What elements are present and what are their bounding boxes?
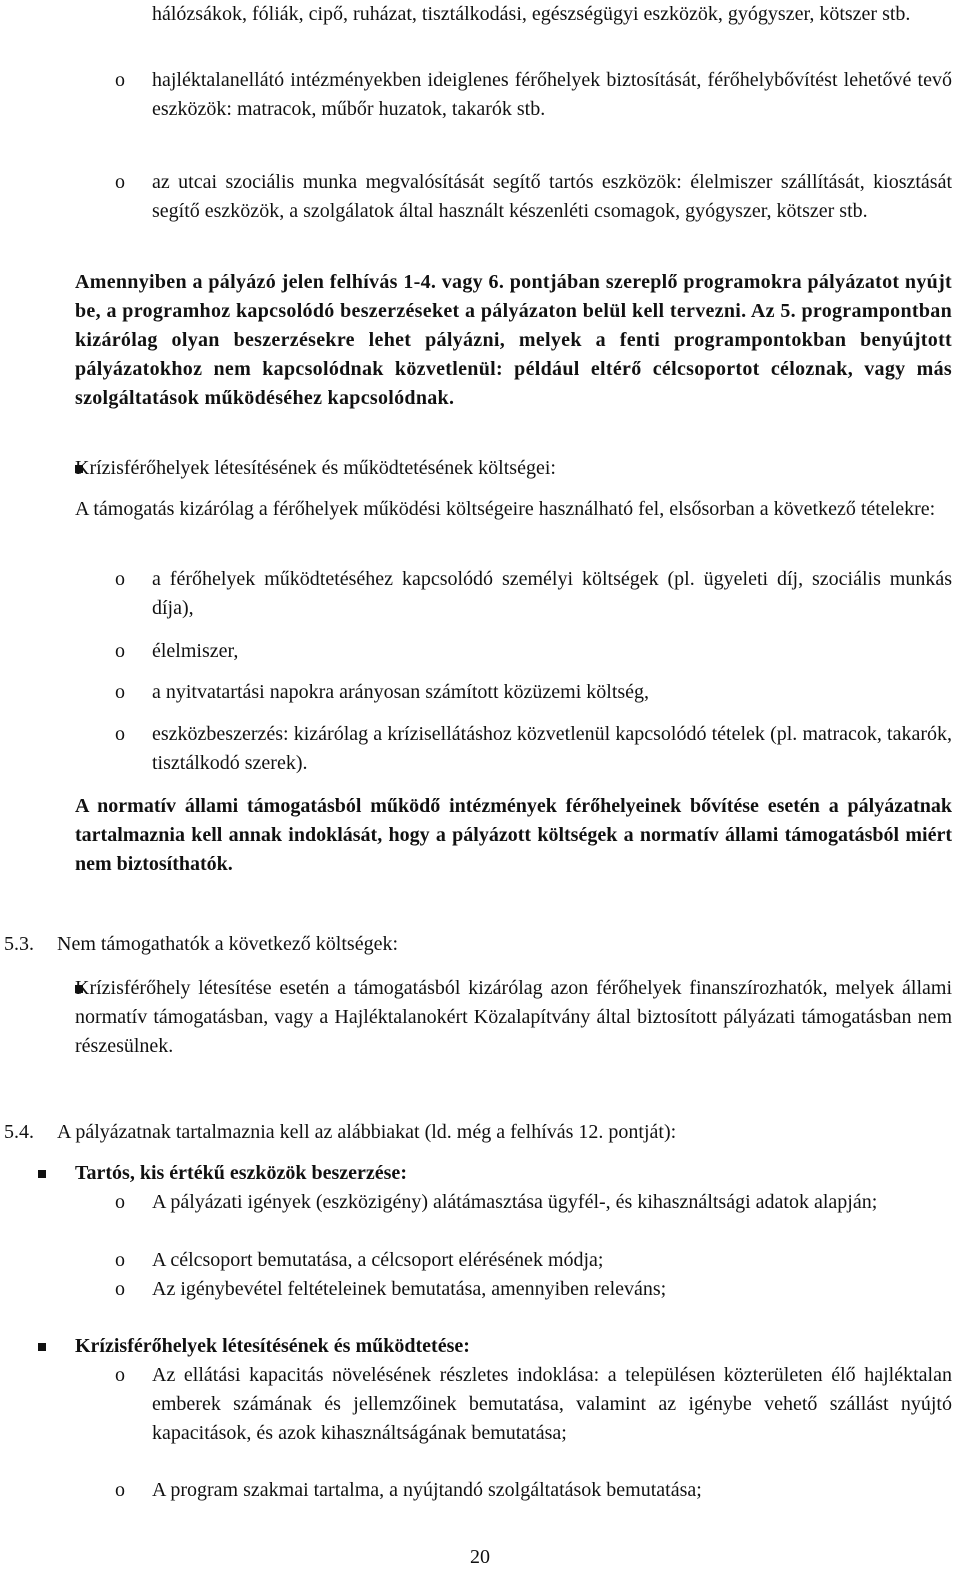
section-number: 5.3. <box>4 933 34 955</box>
list-item-text: a férőhelyek működtetéséhez kapcsolódó személyi költségek (pl. ügyeleti díj, szociális munkás díja), <box>152 568 952 619</box>
list-bullet: o <box>115 1191 125 1213</box>
list-item-text: az utcai szociális munka megvalósítását segítő tartós eszközök: élelmiszer szállítását, kiosztását segítő eszközök, a szolgálatok által használt készenléti csomagok, gyógyszer, kötszer stb. <box>152 171 952 222</box>
list-item-text: a nyitvatartási napokra arányosan számított közüzemi költség, <box>152 681 650 703</box>
list-bullet: o <box>115 171 125 193</box>
intro-paragraph: A támogatás kizárólag a férőhelyek működési költségeire használható fel, elsősorban a következő tételekre: <box>75 498 936 520</box>
list-bullet: o <box>115 640 125 662</box>
square-bullet-icon <box>38 1170 46 1178</box>
section-title: Nem támogathatók a következő költségek: <box>57 933 399 955</box>
section-heading: Krízisférőhelyek létesítésének és működtetésének költségei: <box>75 457 556 479</box>
list-item-text: élelmiszer, <box>152 640 239 662</box>
list-bullet: o <box>115 1479 125 1501</box>
list-item-text: Krízisférőhely létesítése esetén a támogatásból kizárólag azon férőhelyek finanszírozhatók, melyek állami normatív támogatásban, vagy a Hajléktalanokért Közalapítvány által biztosított pályázati támogatásban nem részesülnek. <box>75 977 952 1057</box>
list-item-text: A pályázati igények (eszközigény) alátámasztása ügyfél-, és kihasználtsági adatok alapján; <box>152 1191 878 1213</box>
list-item-text: hálózsákok, fóliák, cipő, ruházat, tisztálkodási, egészségügyi eszközök, gyógyszer, kötszer stb. <box>152 3 911 25</box>
note-paragraph: A normatív állami támogatásból működő intézmények férőhelyeinek bővítése esetén a pályázatnak tartalmaznia kell annak indoklását, hogy a pályázott költségek a normatív állami támogatásból miért nem biztosíthatók. <box>75 795 952 875</box>
list-item-text: Az igénybevétel feltételeinek bemutatása, amennyiben releváns; <box>152 1278 667 1300</box>
subsection-heading: Krízisférőhelyek létesítésének és működtetése: <box>75 1335 470 1357</box>
list-bullet: o <box>115 568 125 590</box>
square-bullet-icon <box>38 1343 46 1351</box>
list-bullet: o <box>115 723 125 745</box>
list-bullet: o <box>115 1278 125 1300</box>
list-item-text: Az ellátási kapacitás növelésének részletes indoklása: a településen közterületen élő hajléktalan emberek számának és jellemzőinek bemutatása, valamint az igénybe vehető szállást nyújtó kapacitások, és azok kihasználtságának bemutatása; <box>152 1364 952 1444</box>
note-paragraph: Amennyiben a pályázó jelen felhívás 1-4. vagy 6. pontjában szereplő programokra pályázatot nyújt be, a programhoz kapcsolódó beszerzéseket a pályázaton belül kell tervezni. Az 5. programpontban kizárólag olyan beszerzésekre lehet pályázni, melyek a fenti programpontokban benyújtott pályázatokhoz nem kapcsolódnak közvetlenül: például eltérő célcsoportot céloznak, vagy más szolgáltatások működéséhez kapcsolódnak. <box>75 271 952 409</box>
list-bullet: o <box>115 681 125 703</box>
section-number: 5.4. <box>4 1121 34 1143</box>
list-bullet: o <box>115 1249 125 1271</box>
list-item-text: A program szakmai tartalma, a nyújtandó szolgáltatások bemutatása; <box>152 1479 702 1501</box>
list-item-text: A célcsoport bemutatása, a célcsoport elérésének módja; <box>152 1249 604 1271</box>
list-item-text: eszközbeszerzés: kizárólag a krízisellátáshoz közvetlenül kapcsolódó tételek (pl. matracok, takarók, tisztálkodó szerek). <box>152 723 952 774</box>
list-item-text: hajléktalanellátó intézményekben ideiglenes férőhelyek biztosítását, férőhelybővítést lehetővé tevő eszközök: matracok, műbőr huzatok, takarók stb. <box>152 69 952 120</box>
section-title: A pályázatnak tartalmaznia kell az alábbiakat (ld. még a felhívás 12. pontját): <box>57 1121 677 1143</box>
subsection-heading: Tartós, kis értékű eszközök beszerzése: <box>75 1162 407 1184</box>
list-bullet: o <box>115 1364 125 1386</box>
list-bullet: o <box>115 69 125 91</box>
page-number: 20 <box>470 1546 490 1568</box>
